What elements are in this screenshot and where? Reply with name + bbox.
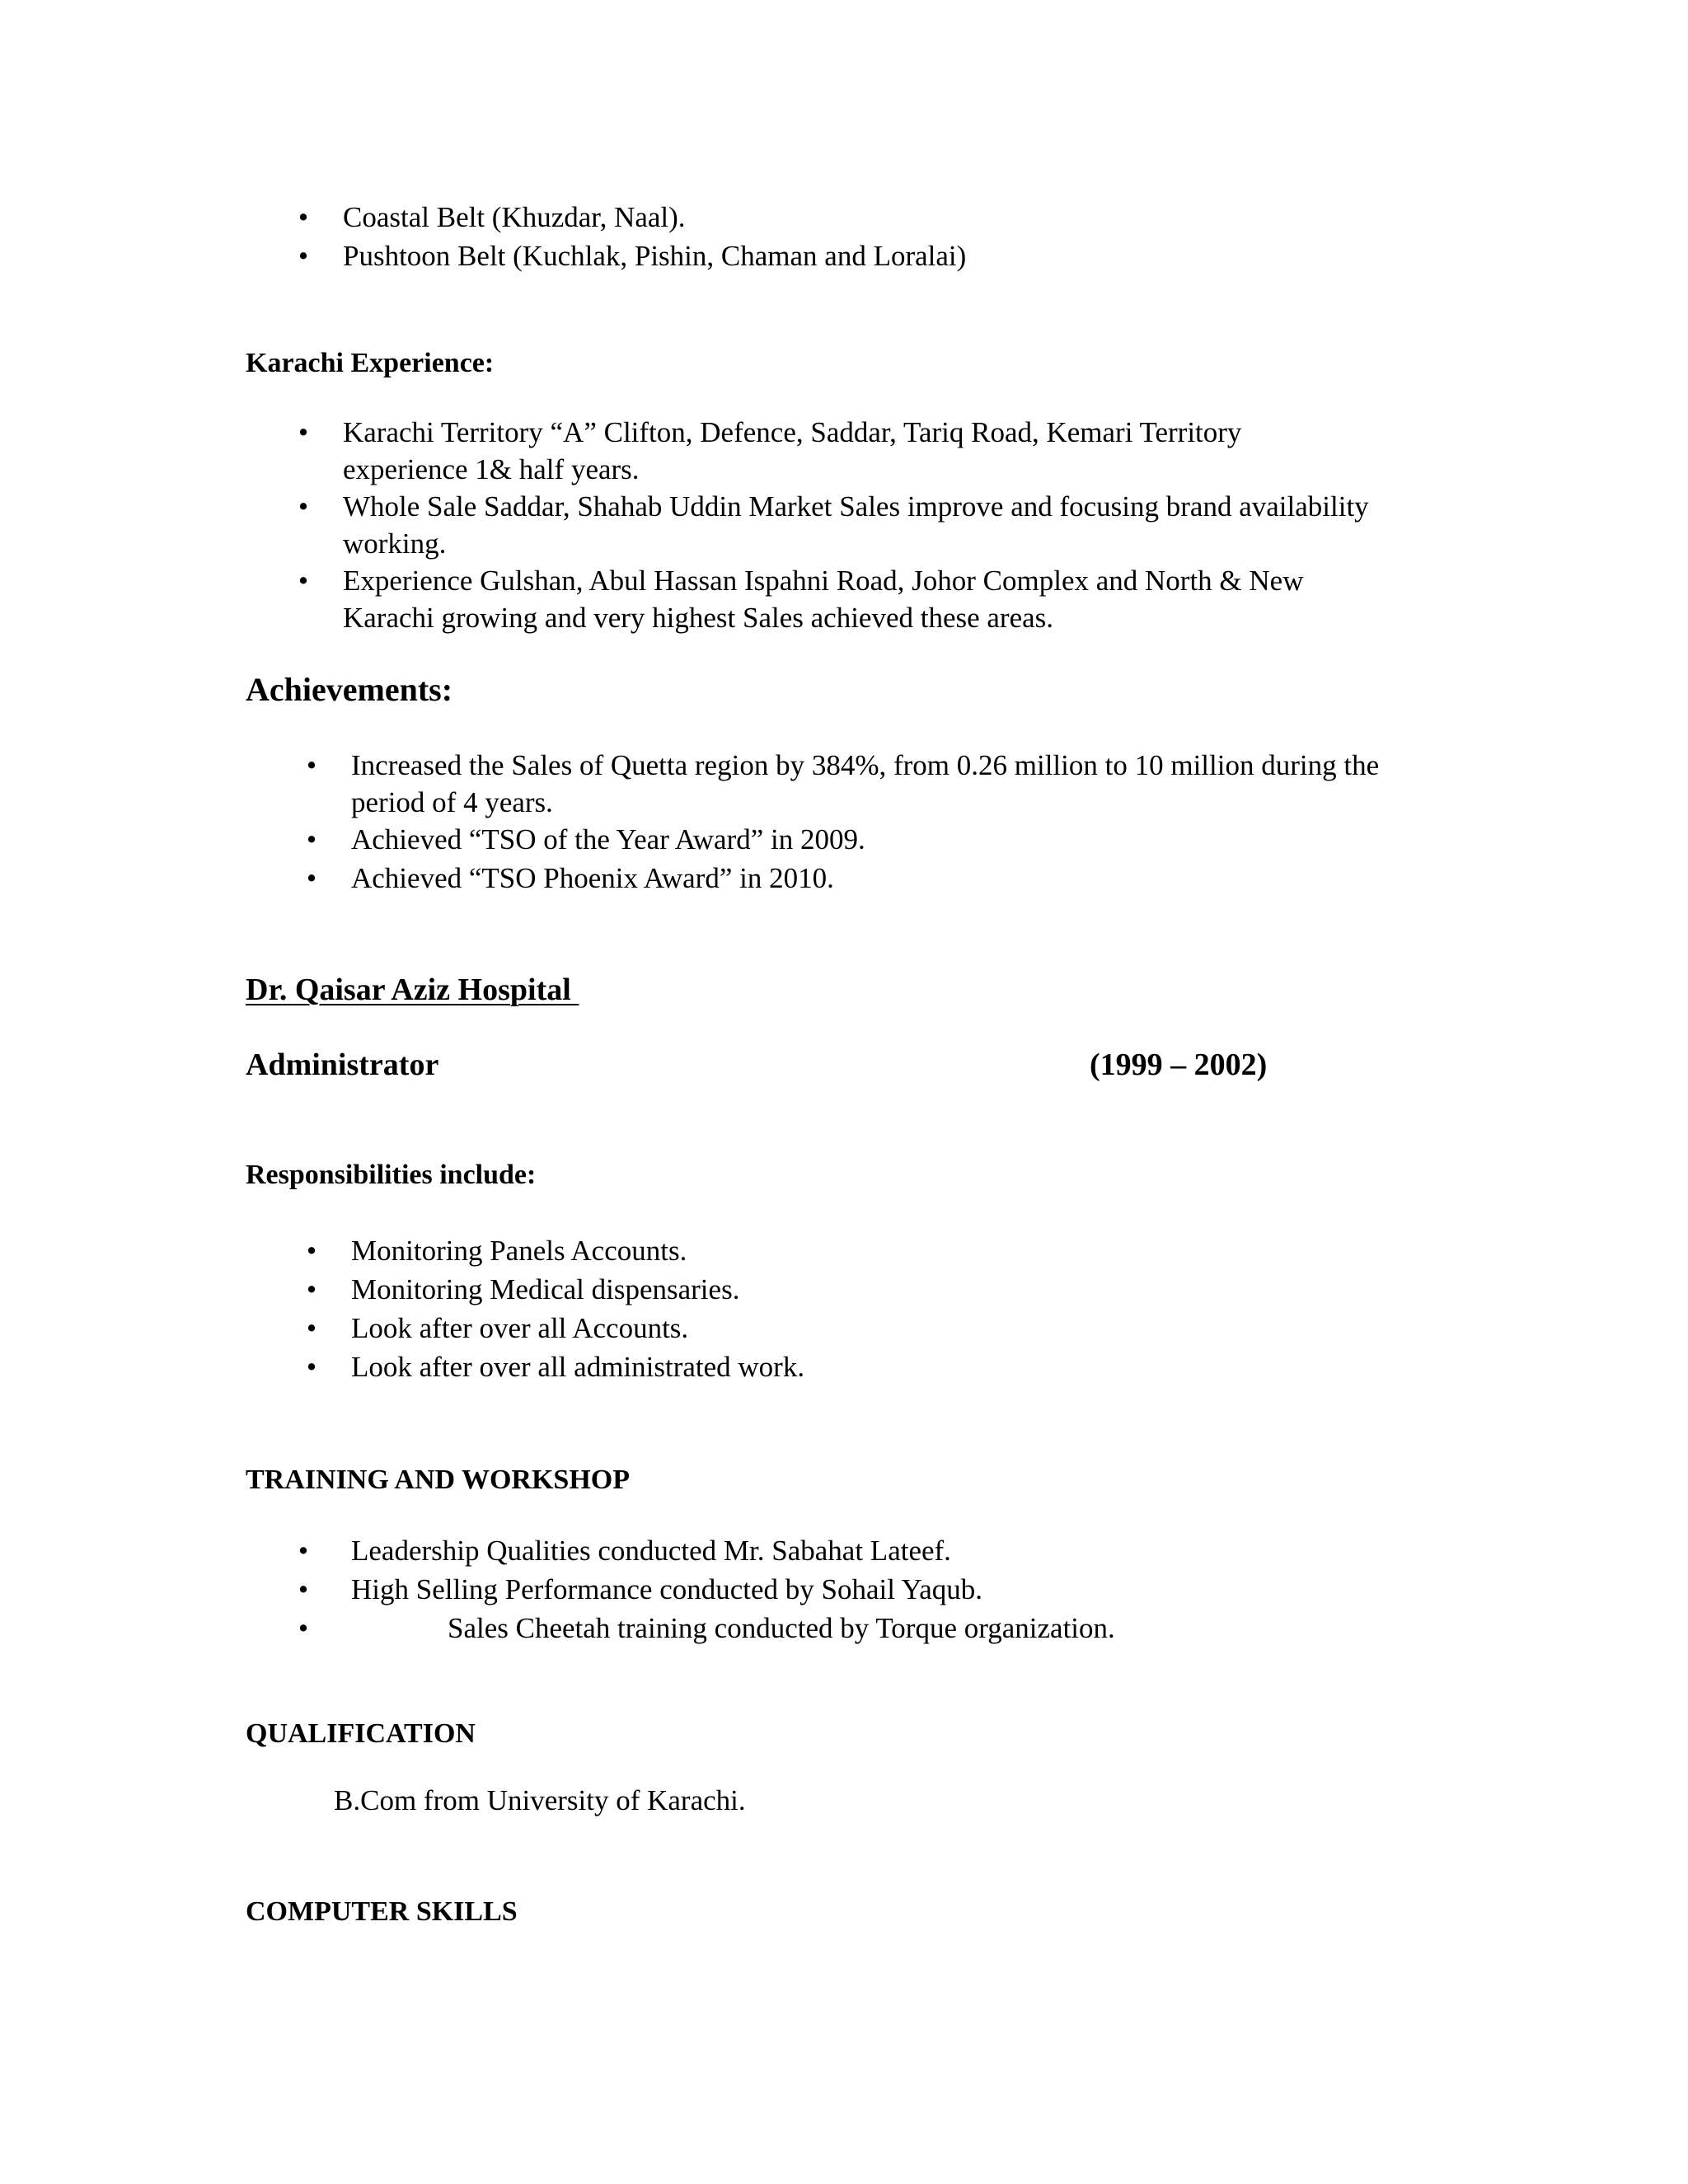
bullet: • (306, 1312, 317, 1344)
list-item: Monitoring Medical dispensaries. (351, 1273, 740, 1305)
qualification-text: B.Com from University of Karachi. (334, 1784, 746, 1816)
bullet: • (298, 1535, 309, 1567)
list-item: Coastal Belt (Khuzdar, Naal). (343, 201, 686, 233)
achievements-heading: Achievements: (246, 671, 453, 708)
position-period: (1999 – 2002) (1090, 1047, 1268, 1082)
list-item-continuation: working. (343, 527, 447, 560)
bullet: • (306, 1235, 317, 1267)
bullet: • (298, 416, 309, 448)
list-item: High Selling Performance conducted by Sohail Yaqub. (351, 1573, 983, 1605)
bullet: • (298, 1573, 309, 1605)
qualification-heading: QUALIFICATION (246, 1718, 476, 1749)
list-item: Leadership Qualities conducted Mr. Sabahat Lateef. (351, 1535, 951, 1567)
position-title: Administrator (246, 1047, 439, 1082)
bullet: • (298, 565, 309, 597)
responsibilities-heading: Responsibilities include: (246, 1160, 537, 1190)
list-item: Whole Sale Saddar, Shahab Uddin Market Sales improve and focusing brand availability (343, 490, 1369, 523)
bullet: • (298, 240, 309, 272)
list-item: Karachi Territory “A” Clifton, Defence, Saddar, Tariq Road, Kemari Territory (343, 416, 1242, 448)
bullet: • (298, 490, 309, 523)
list-item: Monitoring Panels Accounts. (351, 1235, 687, 1267)
bullet: • (306, 749, 317, 781)
list-item: Experience Gulshan, Abul Hassan Ispahni Road, Johor Complex and North & New (343, 565, 1304, 597)
computer-skills-heading: COMPUTER SKILLS (246, 1896, 518, 1927)
employer-name: Dr. Qaisar Aziz Hospital (246, 972, 579, 1007)
list-item-continuation: experience 1& half years. (343, 453, 640, 485)
bullet: • (306, 1351, 317, 1383)
bullet: • (306, 862, 317, 894)
list-item: Achieved “TSO Phoenix Award” in 2010. (351, 862, 834, 894)
bullet: • (298, 201, 309, 233)
karachi-experience-heading: Karachi Experience: (246, 348, 495, 378)
list-item: Increased the Sales of Quetta region by 384%, from 0.26 million to 10 million during the (351, 749, 1380, 781)
list-item: Look after over all administrated work. (351, 1351, 805, 1383)
list-item-continuation: Karachi growing and very highest Sales achieved these areas. (343, 602, 1054, 634)
list-item: Look after over all Accounts. (351, 1312, 689, 1344)
list-item: Pushtoon Belt (Kuchlak, Pishin, Chaman and Loralai) (343, 240, 967, 272)
list-item: Achieved “TSO of the Year Award” in 2009. (351, 823, 865, 855)
bullet: • (306, 823, 317, 855)
training-heading: TRAINING AND WORKSHOP (246, 1465, 630, 1495)
list-item: Sales Cheetah training conducted by Torque organization. (448, 1612, 1115, 1644)
list-item-continuation: period of 4 years. (351, 786, 553, 818)
bullet: • (306, 1273, 317, 1305)
bullet: • (298, 1612, 309, 1644)
